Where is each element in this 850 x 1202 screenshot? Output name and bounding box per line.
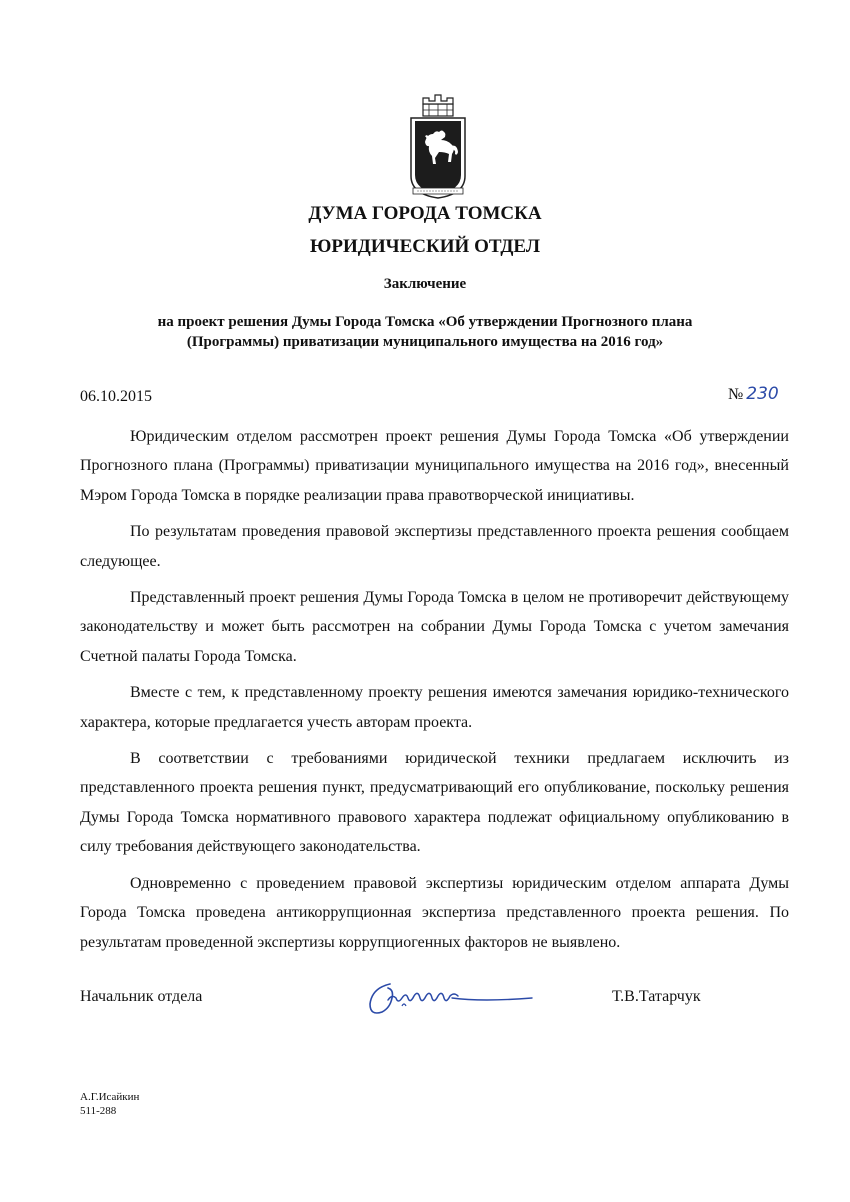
number-sign: № [728,386,744,403]
document-number [728,384,779,404]
department-name: ЮРИДИЧЕСКИЙ ОТДЕЛ [310,236,540,257]
handwritten-signature-icon [362,972,538,1024]
body-paragraph: Представленный проект решения Думы Города Томска в целом не противоречит действующему законодательству и может быть рассмотрен на собрании Думы Города Томска с учетом замечания Счетной палаты Города Томска. [80,589,789,665]
executor-info [80,1090,139,1118]
body-paragraph: По результатам проведения правовой экспертизы представленного проекта решения сообщаем следующее. [80,523,789,570]
document-subject-line-1: на проект решения Думы Города Томска «Об утверждении Прогнозного плана [157,314,693,330]
document-body [80,422,789,964]
handwritten-number: 230 [746,384,779,404]
signatory-position: Начальник отдела [80,988,203,1005]
document-type: Заключение [383,276,467,292]
tomsk-coat-of-arms-icon [405,92,471,202]
body-paragraph: В соответствии с требованиями юридической техники предлагаем исключить из представленного проекта решения пункт, предусматривающий его опубликование, поскольку решения Думы Города Томска нормативного правового характера подлежат официальному опубликованию в силу требования действующего законодательства. [80,750,789,856]
document-subject-line-2: (Программы) приватизации муниципального имущества на 2016 год» [186,334,664,350]
body-paragraph: Юридическим отделом рассмотрен проект решения Думы Города Томска «Об утверждении Прогнозного плана (Программы) приватизации муниципального имущества на 2016 год», внесенный Мэром Города Томска в порядке реализации права правотворческой инициативы. [80,428,789,504]
signatory-name: Т.В.Татарчук [612,988,701,1005]
document-date: 06.10.2015 [80,388,152,405]
org-name: ДУМА ГОРОДА ТОМСКА [308,203,542,224]
body-paragraph: Одновременно с проведением правовой экспертизы юридическим отделом аппарата Думы Города Томска проведена антикоррупционная экспертиза представленного проекта решения. По результатам проведенной экспертизы коррупциогенных факторов не выявлено. [80,874,789,951]
executor-phone: 511-288 [80,1105,117,1117]
body-paragraph: Вместе с тем, к представленному проекту решения имеются замечания юридико-технического характера, которые предлагается учесть авторам проекта. [80,684,789,731]
signature-block [0,972,850,1032]
executor-name: А.Г.Исайкин [80,1091,140,1103]
